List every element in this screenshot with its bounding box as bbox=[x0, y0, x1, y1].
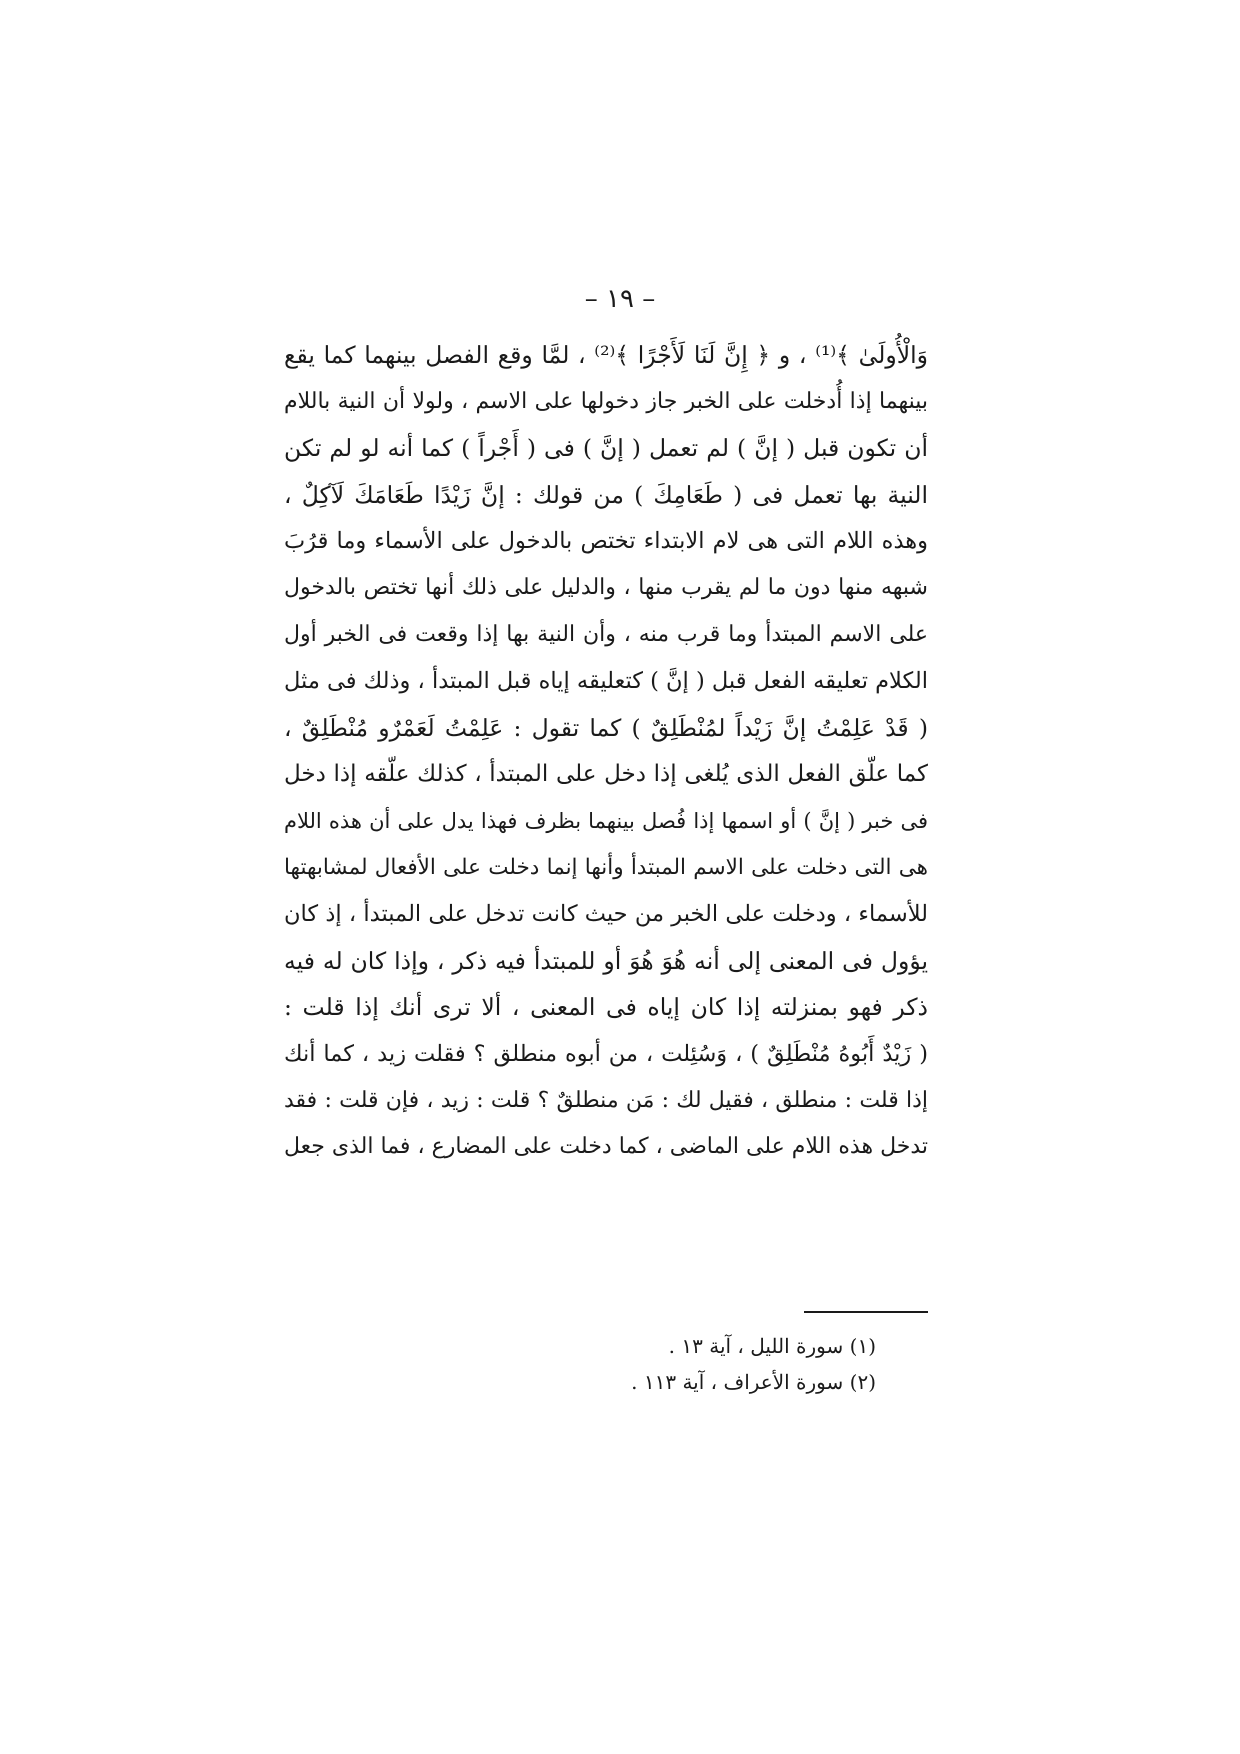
text-line: الكلام تعليقه الفعل قبل ( إنَّ ) كتعليقه إياه قبل المبتدأ ، وذلك فى مثل bbox=[283, 668, 928, 695]
text-line: شبهه منها دون ما لم يقرب منها ، والدليل على ذلك أنها تختص بالدخول bbox=[284, 574, 928, 600]
text-line: هى التى دخلت على الاسم المبتدأ وأنها إنما دخلت على الأفعال لمشابهتها bbox=[284, 854, 928, 880]
text-line: وَالْأُولَىٰ ﴾⁽¹⁾ ، و ﴿ إِنَّ لَنَا لَأَجْرًا ﴾⁽²⁾ ، لمَّا وقع الفصل بينهما كما يقع bbox=[284, 341, 928, 369]
text-line: أن تكون قبل ( إنَّ ) لم تعمل ( إنَّ ) فى ( أَجْراً ) كما أنه لو لم تكن bbox=[284, 434, 928, 463]
page-number: – ١٩ – bbox=[584, 284, 656, 314]
text-line: بينهما إذا أُدخلت على الخبر جاز دخولها على الاسم ، ولولا أن النية باللام bbox=[284, 388, 928, 414]
text-line: كما علّق الفعل الذى يُلغى إذا دخل على المبتدأ ، كذلك علّقه إذا دخل bbox=[284, 761, 928, 788]
text-line: النية بها تعمل فى ( طَعَامِكَ ) من قولك : إنَّ زَيْدًا طَعَامَكَ لَآكِلٌ ، bbox=[284, 480, 928, 509]
text-line: فى خبر ( إنَّ ) أو اسمها إذا فُصل بينهما بظرف فهذا يدل على أن هذه اللام bbox=[284, 808, 928, 833]
text-line: إذا قلت : منطلق ، فقيل لك : مَن منطلقٌ ؟ قلت : زيد ، فإن قلت : فقد bbox=[284, 1087, 928, 1113]
text-line: ذكر فهو بمنزلته إذا كان إياه فى المعنى ، ألا ترى أنك إذا قلت : bbox=[284, 993, 928, 1022]
text-line: ( زَيْدٌ أَبُوهُ مُنْطَلِقٌ ) ، وَسُئِلت ، من أبوه منطلق ؟ فقلت زيد ، كما أنك bbox=[284, 1040, 928, 1067]
text-line: تدخل هذه اللام على الماضى ، كما دخلت على المضارع ، فما الذى جعل bbox=[284, 1134, 928, 1160]
footnote-2: (٢) سورة الأعراف ، آية ١١٣ . bbox=[631, 1370, 876, 1394]
text-line: يؤول فى المعنى إلى أنه هُوَ هُوَ أو للمبتدأ فيه ذكر ، وإذا كان له فيه bbox=[284, 946, 928, 975]
body-text bbox=[284, 332, 928, 1171]
footnote-separator bbox=[804, 1311, 928, 1313]
text-line: وهذه اللام التى هى لام الابتداء تختص بالدخول على الأسماء وما قرُبَ bbox=[284, 528, 928, 555]
footnote-1: (١) سورة الليل ، آية ١٣ . bbox=[668, 1334, 876, 1358]
text-line: ( قَدْ عَلِمْتُ إنَّ زَيْداً لمُنْطَلِقٌ ) كما تقول : عَلِمْتُ لَعَمْرٌو مُنْطَلِقٌ ، bbox=[284, 713, 928, 742]
text-line: على الاسم المبتدأ وما قرب منه ، وأن النية بها إذا وقعت فى الخبر أول bbox=[284, 621, 928, 647]
text-line: للأسماء ، ودخلت على الخبر من حيث كانت تدخل على المبتدأ ، إذ كان bbox=[284, 901, 928, 928]
footnotes bbox=[500, 1328, 876, 1400]
